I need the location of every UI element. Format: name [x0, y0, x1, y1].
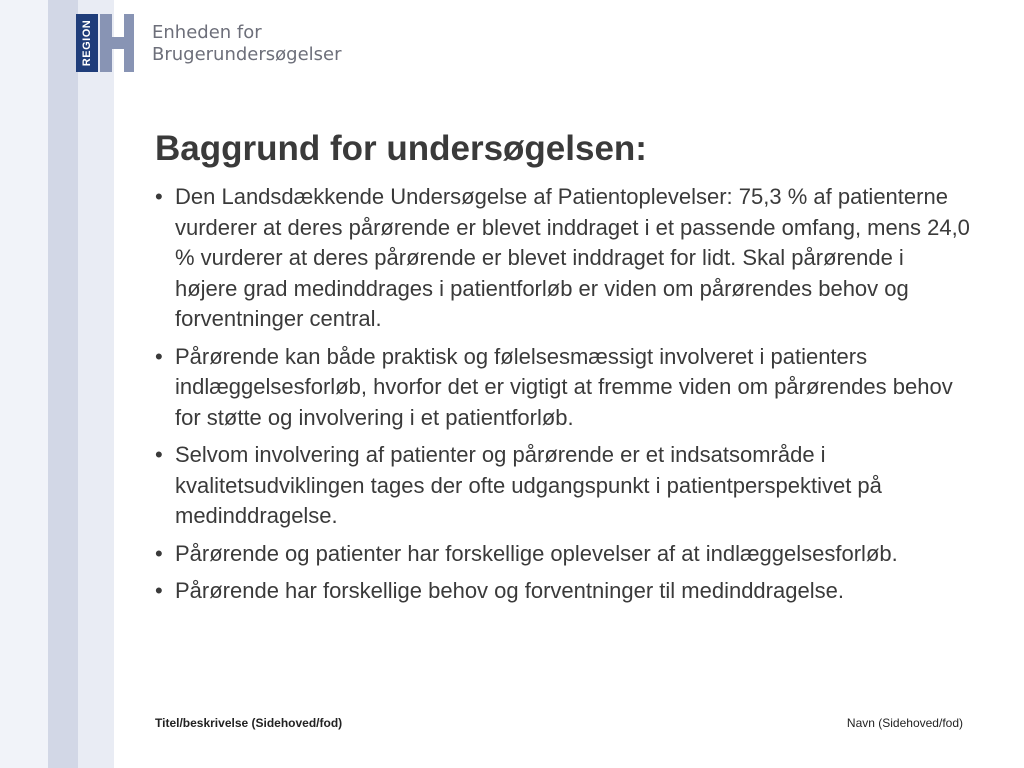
- slide-title: Baggrund for undersøgelsen:: [155, 129, 647, 168]
- org-name-line2: Brugerundersøgelser: [152, 44, 342, 65]
- bullet-dot-icon: •: [155, 343, 163, 369]
- organization-name: [152, 22, 342, 66]
- bullet-dot-icon: •: [155, 442, 163, 467]
- bullet-list: [155, 182, 970, 614]
- bullet-dot-icon: •: [155, 578, 163, 603]
- bullet-item: [155, 576, 970, 607]
- bullet-item: [155, 342, 970, 434]
- background-stripe-left: [0, 0, 48, 768]
- logo-region-block: [76, 14, 98, 72]
- bullet-dot-icon: •: [155, 540, 163, 566]
- footer-title: Titel/beskrivelse (Sidehoved/fod): [155, 716, 343, 730]
- bullet-text: Den Landsdækkende Undersøgelse af Patientoplevelser: 75,3 % af patienterne vurderer at deres pårørende er blevet inddraget i et passende omfang, mens 24,0 % vurderer at deres pårørende er blevet inddraget for lidt. Skal pårørende i højere grad medinddrages i patientforløb er viden om pårørendes behov og forventninger central.: [175, 184, 970, 331]
- bullet-text: Selvom involvering af patienter og pårørende er et indsatsområde i kvalitetsudviklingen tages der ofte udgangspunkt i patientperspektivet på medinddragelse.: [175, 442, 882, 528]
- logo-region-text: REGION: [81, 19, 93, 67]
- logo-h-crossbar: [112, 37, 124, 49]
- bullet-item: [155, 182, 970, 335]
- footer-name: Navn (Sidehoved/fod): [846, 716, 963, 730]
- logo-h-right-bar: [124, 14, 134, 72]
- bullet-item: [155, 539, 970, 570]
- org-name-line1: Enheden for: [152, 22, 262, 43]
- background-stripe-middle: [48, 0, 78, 768]
- bullet-text: Pårørende har forskellige behov og forventninger til medinddragelse.: [175, 578, 844, 603]
- bullet-item: [155, 440, 970, 532]
- logo-h-left-bar: [100, 14, 112, 72]
- bullet-text: Pårørende kan både praktisk og følelsesmæssigt involveret i patienters indlæggelsesforløb, hvorfor det er vigtigt at fremme viden om pårørendes behov for støtte og involvering i et patientforløb.: [175, 343, 953, 430]
- region-h-logo: [76, 14, 134, 72]
- bullet-text: Pårørende og patienter har forskellige oplevelser af at indlæggelsesforløb.: [175, 540, 898, 566]
- bullet-dot-icon: •: [155, 184, 163, 209]
- background-stripe-right: [78, 0, 114, 768]
